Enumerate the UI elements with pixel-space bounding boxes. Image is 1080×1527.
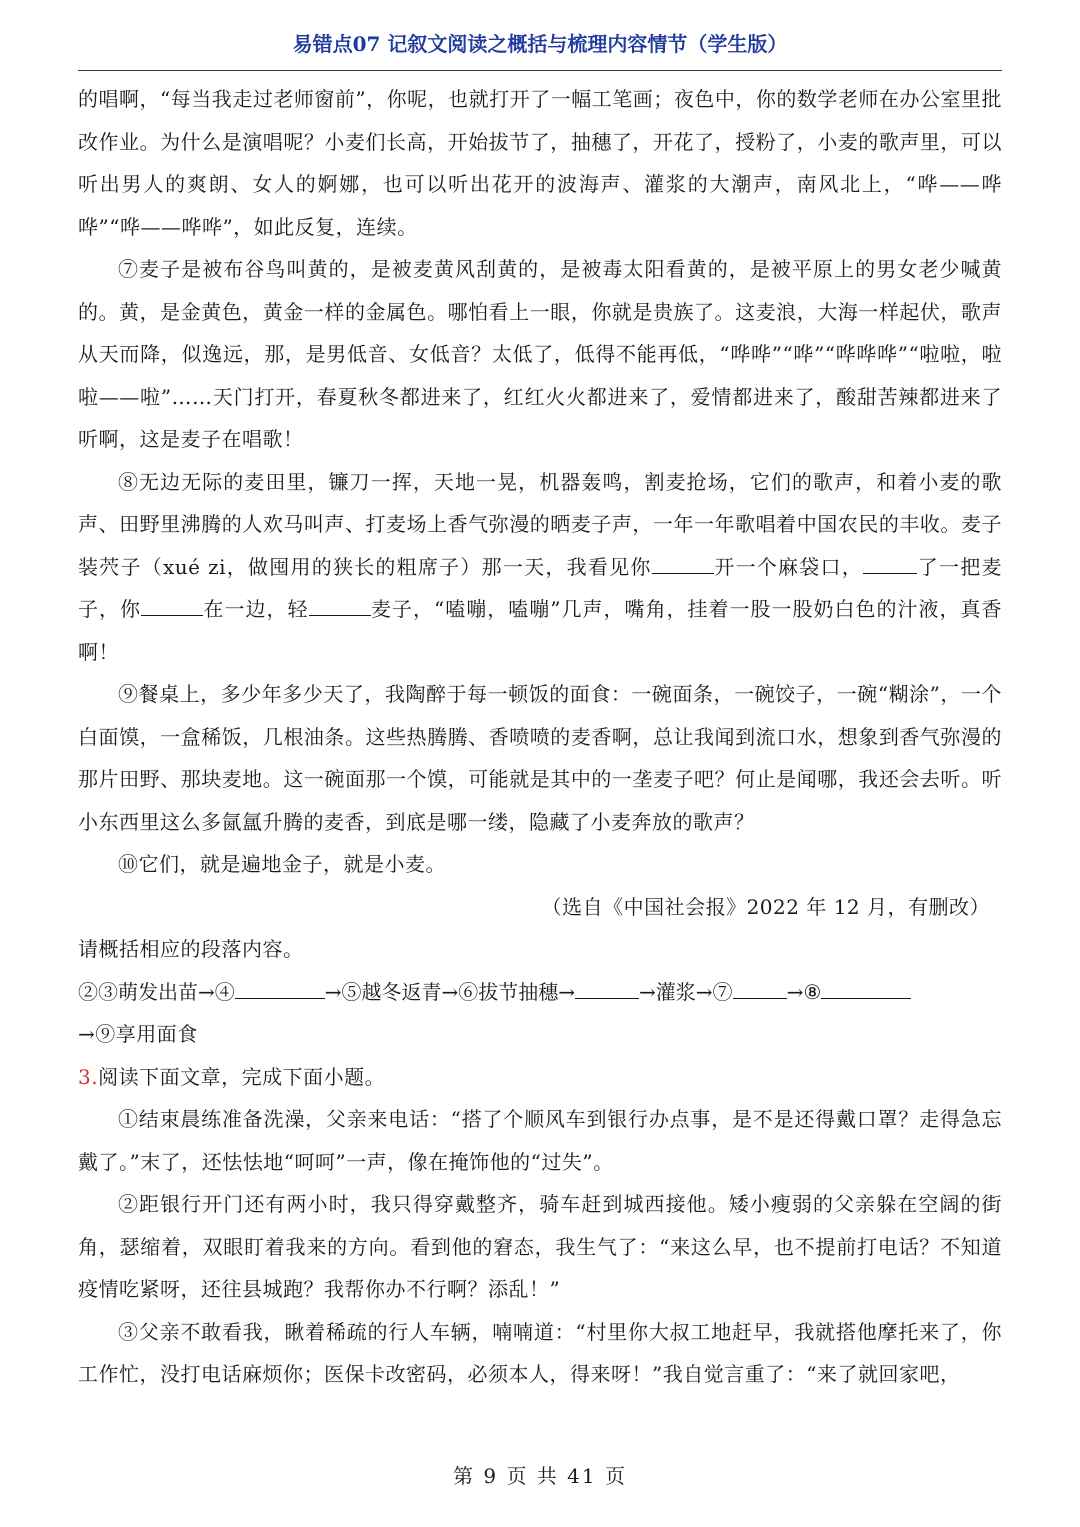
paragraph-6-tail: 的唱啊，“每当我走过老师窗前”，你呢，也就打开了一幅工笔画；夜色中，你的数学老师在办公室里批改作业。为什么是演唱呢？小麦们长高，开始拔节了，抽穗了，开花了，授粉了，小麦的歌声里，可以听出男人的爽朗、女人的婀娜，也可以听出花开的波海声、灌浆的大潮声，南风北上，“哗——哗哗”“哗——哗哗”，如此反复，连续。 [78,87,1002,239]
paragraph-8 [78,461,1002,674]
flow-end: →⑨享用面食 [78,1022,198,1046]
section-3-number: 3. [78,1064,99,1089]
paragraph-8-text-4: 在一边，轻 [203,597,309,621]
fill-blank-4[interactable] [309,595,371,616]
fill-blank-2[interactable] [863,553,917,574]
paragraph-8-text-5: 麦子，“嗑嘣，嗑嘣”几声，嘴角，挂着一股一股奶白色的汁液，真香啊！ [78,597,1003,664]
flow-seg-1: ②③萌发出苗→④ [78,979,235,1004]
section-3-paragraph-1: ①结束晨练准备洗澡，父亲来电话：“搭了个顺风车到银行办点事，是不是还得戴口罩？走得急忘戴了。”末了，还怯怯地“呵呵”一声，像在掩饰他的“过失”。 [78,1107,1002,1174]
paragraph-8-text-2: 开一个麻袋口， [713,554,864,579]
question-prompt: 请概括相应的段落内容。 [78,937,304,961]
paragraph-9: ⑨餐桌上，多少年多少天了，我陶醉于每一顿饭的面食：一碗面条，一碗饺子，一碗“糊涂”，一个白面馍，一盒稀饭，几根油条。这些热腾腾、香喷喷的麦香啊，总让我闻到流口水，想象到香气弥漫的那片田野、那块麦地。这一碗面那一个馍，可能就是其中的一垄麦子吧？何止是闻哪，我还会去听。听小东西里这么多氤氲升腾的麦香，到底是哪一缕，隐藏了小麦奔放的歌声？ [78,682,1002,834]
page-footer-number: 第 9 页 共 41 页 [453,1464,627,1488]
flow-blank-6[interactable] [575,978,639,999]
section-3-paragraph-2: ②距银行开门还有两小时，我只得穿戴整齐，骑车赶到城西接他。矮小瘦弱的父亲躲在空阔的街角，瑟缩着，双眼盯着我来的方向。看到他的窘态，我生气了：“来这么早，也不提前打电话？不知道疫情吃紧呀，还往县城跑？我帮你办不行啊？添乱！” [78,1192,1002,1301]
header-divider [78,70,1002,71]
page-header-title: 易错点07 记叙文阅读之概括与梳理内容情节（学生版） [292,32,788,56]
flow-seg-2: →⑤越冬返青→⑥拔节抽穗→ [324,979,576,1004]
paragraph-7: ⑦麦子是被布谷鸟叫黄的，是被麦黄风刮黄的，是被毒太阳看黄的，是被平原上的男女老少喊黄的。黄，是金黄色，黄金一样的金属色。哪怕看上一眼，你就是贵族了。这麦浪，大海一样起伏，歌声从天而降，似逸远，那，是男低音、女低音？太低了，低得不能再低，“哗哗”“哗”“哗哗哗”“啦啦，啦啦——啦”……天门打开，春夏秋冬都进来了，红红火火都进来了，爱情都进来了，酸甜苦辣都进来了听啊，这是麦子在唱歌！ [78,257,1002,451]
flow-blank-4[interactable] [235,978,325,999]
question-flow [78,971,1002,1014]
section-3-heading [78,1056,1002,1099]
section-3-paragraph-3: ③父亲不敢看我，瞅着稀疏的行人车辆，喃喃道：“村里你大叔工地赶早，我就搭他摩托来了，你工作忙，没打电话麻烦你；医保卡改密码，必须本人，得来呀！”我自觉言重了：“来了就回家吧， [78,1319,1002,1386]
paragraph-10: ⑩它们，就是遍地金子，就是小麦。 [118,852,446,876]
article-source: （选自《中国社会报》2022 年 12 月，有删改） [541,894,990,919]
flow-seg-3: →灌浆→⑦ [639,979,733,1004]
section-3-instruction: 阅读下面文章，完成下面小题。 [98,1064,386,1089]
fill-blank-3[interactable] [141,595,203,616]
flow-blank-7[interactable] [733,978,787,999]
paragraph-8-text-1: ⑧无边无际的麦田里，镰刀一挥，天地一晃，机器轰鸣，割麦抢场，它们的歌声，和着小麦的歌声、田野里沸腾的人欢马叫声、打麦场上香气弥漫的晒麦子声，一年一年歌唱着中国农民的丰收。麦子装茓子（xué zi，做囤用的狭长的粗席子）那一天，我看见你 [78,469,1002,579]
flow-seg-4: →⑧ [786,979,822,1004]
fill-blank-1[interactable] [652,553,714,574]
paragraph-8-text-3: 了一把麦子，你 [78,554,1002,621]
flow-blank-8[interactable] [821,978,911,999]
document-body [78,78,1002,1396]
